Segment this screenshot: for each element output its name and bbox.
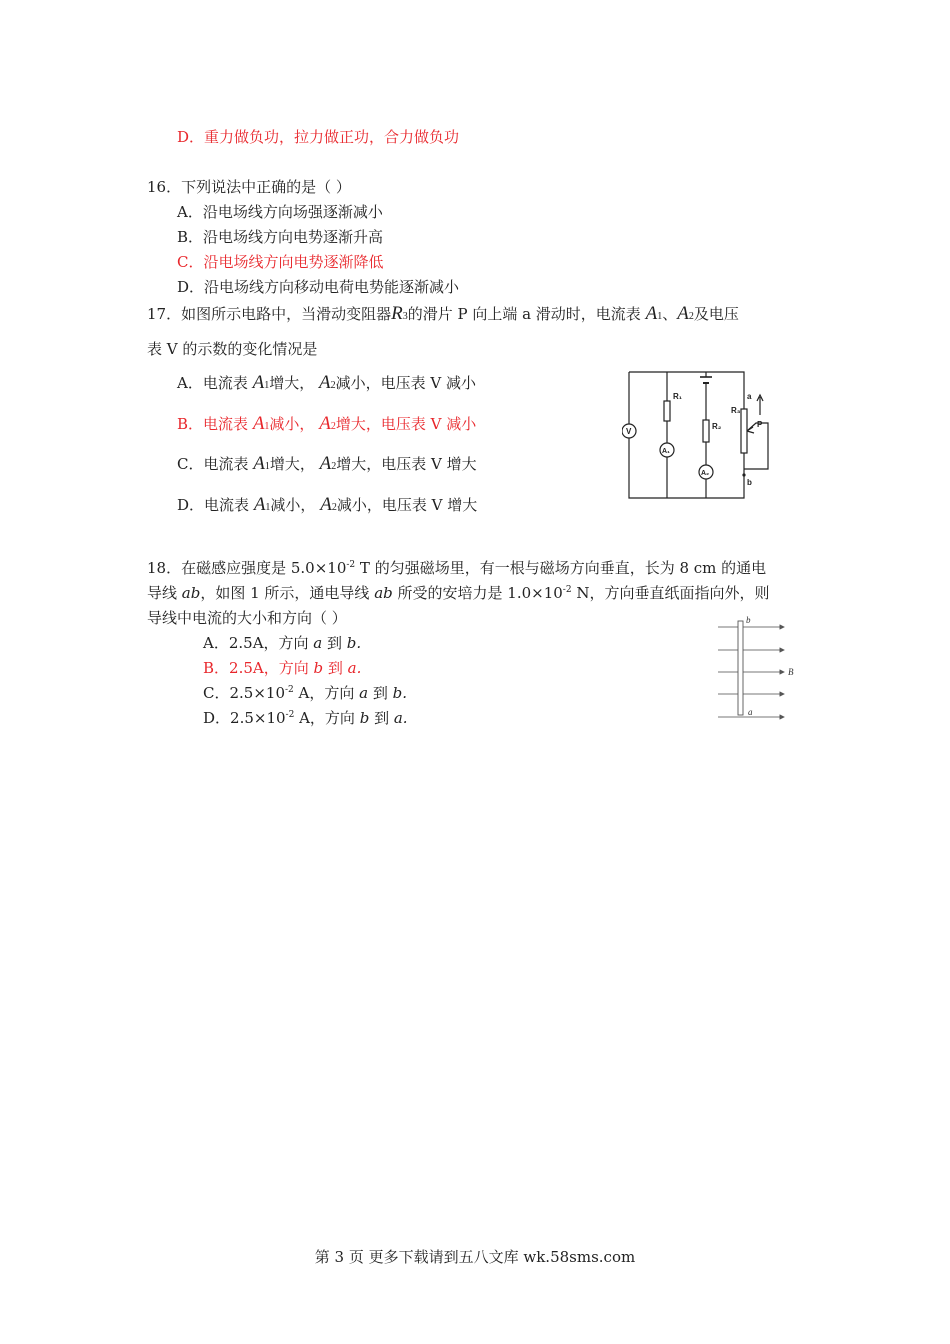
circuit-top-wire xyxy=(629,372,744,377)
label-r1: R₁ xyxy=(673,392,683,401)
q16-option-b: B．沿电场线方向电势逐渐升高 xyxy=(177,228,384,246)
resistor-r1 xyxy=(664,401,670,421)
q17-stem-sep: 、 xyxy=(662,305,678,323)
q18-stem-line1: 18．在磁感应强度是 $5.0\times 10^{-2}$ T 的匀强磁场里，有一根与磁场方向垂直，长为 8 cm 的通电 xyxy=(147,559,767,577)
q16-option-d: D．沿电场线方向移动电荷电势能逐渐减小 xyxy=(177,278,460,296)
page-footer: 第 3 页 更多下载请到五八文库 wk.58sms.com xyxy=(314,1248,636,1266)
label-b: b xyxy=(747,478,752,487)
label-a-end: a xyxy=(748,707,753,717)
label-p: P xyxy=(757,420,763,429)
q18-stem-line2: 导线 ab，如图 1 所示，通电导线 ab 所受的安培力是 $1.0\times 10^{-2}$ N，方向垂直纸面指向外，则 xyxy=(147,584,770,602)
label-r2: R₂ xyxy=(712,422,722,431)
symbol-r3: R3 xyxy=(391,303,408,324)
label-v: V xyxy=(626,427,632,436)
q18-option-b: B．2.5A，方向 b 到 a. xyxy=(203,659,362,677)
rheostat-r3 xyxy=(741,409,747,453)
symbol-a2: A2 xyxy=(677,303,694,324)
label-field-b: B xyxy=(788,667,794,677)
q15-option-d: D．重力做负功，拉力做正功，合力做负功 xyxy=(177,128,460,146)
field-lines xyxy=(718,627,784,717)
q18-field-figure xyxy=(712,612,802,724)
circuit-outer-wire xyxy=(629,372,744,498)
q17-stem-part2: 的滑片 P 向上端 a 滑动时，电流表 xyxy=(407,305,641,323)
q17-option-b: B．电流表 A1减小， A2增大，电压表 V 减小 xyxy=(177,413,477,434)
conductor-ab xyxy=(738,621,743,715)
q18-option-a: A．2.5A，方向 a 到 b. xyxy=(203,634,362,652)
q17-circuit-diagram xyxy=(622,365,772,505)
q16-option-a: A．沿电场线方向场强逐渐减小 xyxy=(177,203,383,221)
q16-stem: 16．下列说法中正确的是（ ） xyxy=(147,178,351,196)
symbol-a1: A1 xyxy=(645,303,663,324)
q17-stem-part3: 及电压 xyxy=(693,305,739,323)
q18-option-d: D．$2.5\times 10^{-2}$ A，方向 b 到 a. xyxy=(203,709,408,727)
q16-option-c: C．沿电场线方向电势逐渐降低 xyxy=(177,253,384,271)
label-r3: R₃ xyxy=(731,406,741,415)
resistor-r2 xyxy=(703,420,709,442)
label-a: a xyxy=(747,392,752,401)
q17-stem-line2: 表 V 的示数的变化情况是 xyxy=(147,340,318,358)
q17-option-c: C．电流表 A1增大， A2增大，电压表 V 增大 xyxy=(177,453,477,474)
q17-option-a: A．电流表 A1增大， A2减小，电压表 V 减小 xyxy=(177,372,477,393)
q17-stem-part1: 17．如图所示电路中，当滑动变阻器 xyxy=(147,305,392,323)
label-a1: A₁ xyxy=(662,448,670,455)
label-b-end: b xyxy=(746,615,751,625)
q18-stem-line3: 导线中电流的大小和方向（ ） xyxy=(147,609,347,627)
q17-option-d: D．电流表 A1减小， A2减小，电压表 V 增大 xyxy=(177,494,478,515)
q18-option-c: C．$2.5\times 10^{-2}$ A，方向 a 到 b. xyxy=(203,684,408,702)
label-a2: A₂ xyxy=(701,470,710,477)
q17-stem-line1 xyxy=(147,303,739,325)
